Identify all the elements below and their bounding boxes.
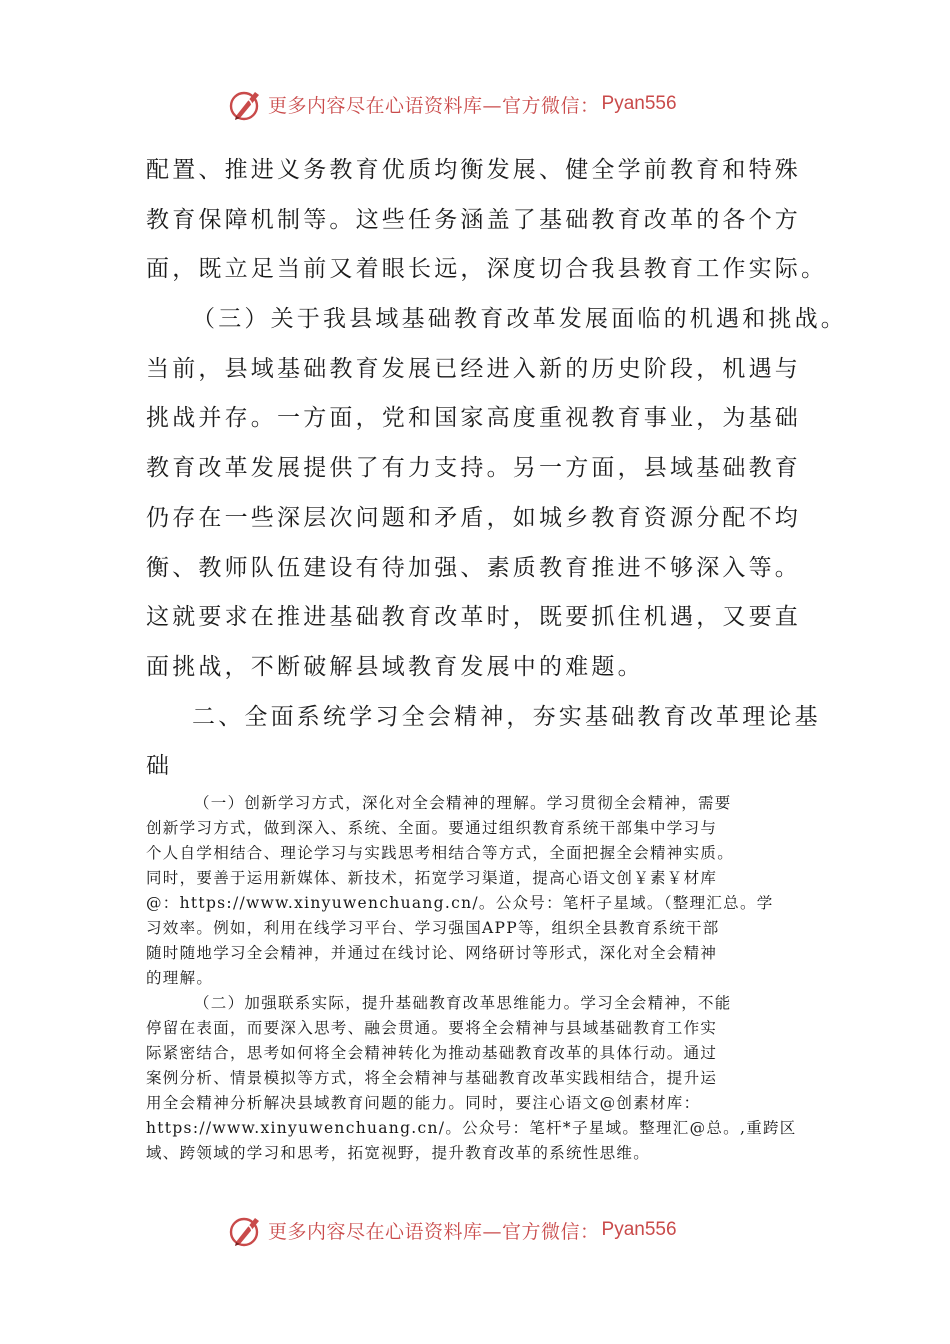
text-line: 挑战并存。一方面，党和国家高度重视教育事业，为基础 xyxy=(146,405,801,432)
watermark-banner-top xyxy=(228,84,677,124)
watermark-text: 更多内容尽在心语资料库—官方微信： xyxy=(268,94,600,117)
text-line: 同时，要善于运用新媒体、新技术，拓宽学习渠道，提高心语文创￥素￥材库 xyxy=(146,869,718,887)
paragraph-start: （二）加强联系实际，提升基础教育改革思维能力。学习全会精神，不能 xyxy=(194,994,732,1012)
text-line: 际紧密结合，思考如何将全会精神转化为推动基础教育改革的具体行动。通过 xyxy=(146,1044,718,1062)
chapter-heading-2-cont: 础 xyxy=(146,753,173,780)
text-line: 当前，县域基础教育发展已经进入新的历史阶段，机遇与 xyxy=(146,355,801,382)
text-line: 停留在表面，而要深入思考、融会贯通。要将全会精神与县域基础教育工作实 xyxy=(146,1019,718,1037)
section-heading-3: （三）关于我县域基础教育改革发展面临的机遇和挑战。 xyxy=(192,306,847,333)
watermark-banner-bottom xyxy=(228,1210,677,1250)
text-line: 面，既立足当前又着眼长远，深度切合我县教育工作实际。 xyxy=(146,256,828,283)
watermark-text: 更多内容尽在心语资料库—官方微信： xyxy=(268,1220,600,1243)
pen-logo-icon xyxy=(228,86,264,122)
text-line-url: https://www.xinyuwenchuang.cn/。公众号：笔杆*子星域。整理汇@总。,重跨区 xyxy=(146,1119,797,1137)
body-text-large xyxy=(146,146,847,792)
text-line: 衡、教师队伍建设有待加强、素质教育推进不够深入等。 xyxy=(146,554,801,581)
watermark-wechat-id: Pyan556 xyxy=(601,93,677,114)
text-line: 用全会精神分析解决县域教育问题的能力。同时，要注心语文@创素材库： xyxy=(146,1094,701,1112)
text-line: 案例分析、情景模拟等方式，将全会精神与基础教育改革实践相结合，提升运 xyxy=(146,1069,718,1087)
text-line: 创新学习方式，做到深入、系统、全面。要通过组织教育系统干部集中学习与 xyxy=(146,819,718,837)
text-line: 教育保障机制等。这些任务涵盖了基础教育改革的各个方 xyxy=(146,206,801,233)
text-line: 随时随地学习全会精神，并通过在线讨论、网络研讨等形式，深化对全会精神 xyxy=(146,944,718,962)
text-line: 的理解。 xyxy=(146,969,214,987)
body-text-small xyxy=(146,791,806,1166)
text-line: 域、跨领域的学习和思考，拓宽视野，提升教育改革的系统性思维。 xyxy=(146,1144,651,1162)
text-line: 仍存在一些深层次问题和矛盾，如城乡教育资源分配不均 xyxy=(146,504,801,531)
pen-logo-icon xyxy=(228,1212,264,1248)
text-line: 个人自学相结合、理论学习与实践思考相结合等方式，全面把握全会精神实质。 xyxy=(146,844,735,862)
text-line-url: @：https://www.xinyuwenchuang.cn/。公众号：笔杆子星域。（整理汇总。学 xyxy=(146,894,774,912)
text-line: 这就要求在推进基础教育改革时，既要抓住机遇，又要直 xyxy=(146,604,801,631)
text-line: 习效率。例如，利用在线学习平台、学习强国APP等，组织全县教育系统干部 xyxy=(146,919,720,937)
chapter-heading-2: 二、全面系统学习全会精神，夯实基础教育改革理论基 xyxy=(192,703,821,730)
text-line: 面挑战，不断破解县域教育发展中的难题。 xyxy=(146,653,644,680)
paragraph-start: （一）创新学习方式，深化对全会精神的理解。学习贯彻全会精神，需要 xyxy=(194,794,732,812)
text-line: 配置、推进义务教育优质均衡发展、健全学前教育和特殊 xyxy=(146,157,801,183)
watermark-wechat-id: Pyan556 xyxy=(601,1219,677,1240)
text-line: 教育改革发展提供了有力支持。另一方面，县域基础教育 xyxy=(146,455,801,482)
